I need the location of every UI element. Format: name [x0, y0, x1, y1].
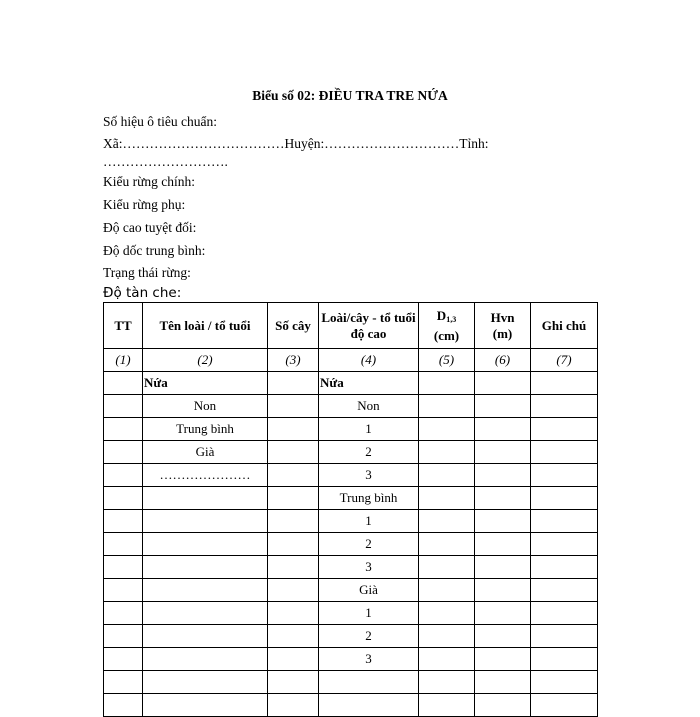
- table-cell: 2: [319, 625, 419, 648]
- table-cell: [531, 556, 598, 579]
- table-cell: [419, 694, 475, 717]
- table-cell: [104, 579, 143, 602]
- table-cell: [104, 556, 143, 579]
- index-cell: (6): [475, 349, 531, 372]
- table-cell: …………………: [143, 464, 268, 487]
- table-cell: [475, 556, 531, 579]
- table-cell: Già: [319, 579, 419, 602]
- table-cell: Trung bình: [143, 418, 268, 441]
- table-cell: Non: [143, 395, 268, 418]
- table-cell: [475, 602, 531, 625]
- table-cell: [475, 671, 531, 694]
- table-cell: [531, 648, 598, 671]
- table-row: [104, 671, 598, 694]
- table-cell: [104, 602, 143, 625]
- header-d13-unit: (cm): [433, 327, 460, 343]
- table-cell: [268, 418, 319, 441]
- table-row: [104, 579, 598, 602]
- table-cell: [143, 694, 268, 717]
- table-cell: [104, 625, 143, 648]
- index-cell: (7): [531, 349, 598, 372]
- table-cell: [419, 418, 475, 441]
- table-cell: 3: [319, 556, 419, 579]
- table-row: [104, 510, 598, 533]
- table-cell: [268, 510, 319, 533]
- table-cell: [531, 372, 598, 395]
- form-title: Biểu số 02: ĐIỀU TRA TRE NỨA: [252, 88, 448, 103]
- canopy-label: Độ tàn che:: [103, 285, 182, 301]
- table-row: [104, 625, 598, 648]
- table-cell: [319, 671, 419, 694]
- table-cell: [268, 671, 319, 694]
- table-cell: [475, 510, 531, 533]
- table-cell: [268, 441, 319, 464]
- table-cell: 3: [319, 464, 419, 487]
- table-cell: [531, 671, 598, 694]
- table-cell: 2: [319, 533, 419, 556]
- table-cell: [419, 395, 475, 418]
- table-cell: [143, 648, 268, 671]
- table-cell: [419, 441, 475, 464]
- index-cell: (4): [319, 349, 419, 372]
- table-cell: [419, 464, 475, 487]
- table-cell: 1: [319, 510, 419, 533]
- table-cell: [143, 533, 268, 556]
- table-cell: [268, 625, 319, 648]
- table-cell: [268, 395, 319, 418]
- table-cell: [475, 487, 531, 510]
- table-cell: [268, 487, 319, 510]
- table-cell: [143, 671, 268, 694]
- table-cell: [268, 464, 319, 487]
- table-cell: [531, 694, 598, 717]
- table-cell: [268, 648, 319, 671]
- table-cell: [268, 533, 319, 556]
- table-cell: [419, 372, 475, 395]
- table-cell: [143, 556, 268, 579]
- table-cell: 1: [319, 602, 419, 625]
- table-cell: [419, 671, 475, 694]
- altitude-label: Độ cao tuyệt đối:: [103, 220, 197, 235]
- table-row: [104, 648, 598, 671]
- table-cell: Nứa: [319, 372, 419, 395]
- table-row: [104, 487, 598, 510]
- table-cell: [419, 579, 475, 602]
- table-row: [104, 395, 598, 418]
- table-cell: [531, 395, 598, 418]
- header-species: Tên loài / tổ tuổi: [143, 303, 268, 349]
- table-cell: [475, 395, 531, 418]
- table-cell: [475, 579, 531, 602]
- main-forest-label: Kiểu rừng chính:: [103, 174, 196, 189]
- header-d13: [419, 303, 475, 349]
- table-cell: [104, 441, 143, 464]
- table-cell: [104, 395, 143, 418]
- table-cell: [419, 556, 475, 579]
- table-cell: [475, 441, 531, 464]
- table-cell: [531, 510, 598, 533]
- header-count: Số cây: [268, 303, 319, 349]
- table-cell: [104, 372, 143, 395]
- table-cell: [104, 694, 143, 717]
- table-cell: [475, 625, 531, 648]
- table-cell: [268, 372, 319, 395]
- table-cell: [531, 418, 598, 441]
- table-cell: [475, 464, 531, 487]
- table-cell: [475, 533, 531, 556]
- table-cell: [475, 694, 531, 717]
- header-age-class: Loài/cây - tổ tuổi độ cao: [319, 303, 419, 349]
- table-cell: [475, 648, 531, 671]
- table-cell: [104, 464, 143, 487]
- table-cell: [104, 533, 143, 556]
- table-cell: Trung bình: [319, 487, 419, 510]
- table-cell: [475, 372, 531, 395]
- table-cell: Già: [143, 441, 268, 464]
- slope-label: Độ dốc trung bình:: [103, 243, 206, 258]
- table-cell: [268, 579, 319, 602]
- plot-id-label: Số hiệu ô tiêu chuẩn:: [103, 114, 217, 129]
- table-cell: [104, 487, 143, 510]
- table-cell: [531, 441, 598, 464]
- header-hvn: [475, 303, 531, 349]
- table-cell: Nứa: [143, 372, 268, 395]
- table-row: [104, 441, 598, 464]
- table-cell: [419, 533, 475, 556]
- table-cell: [268, 602, 319, 625]
- table-cell: [419, 602, 475, 625]
- index-cell: (5): [419, 349, 475, 372]
- table-cell: [143, 510, 268, 533]
- table-cell: 2: [319, 441, 419, 464]
- header-hvn-unit: (m): [492, 325, 513, 341]
- table-cell: [104, 510, 143, 533]
- table-cell: [143, 602, 268, 625]
- table-cell: [143, 487, 268, 510]
- table-cell: [419, 648, 475, 671]
- table-cell: [419, 487, 475, 510]
- index-cell: (2): [143, 349, 268, 372]
- table-cell: Non: [319, 395, 419, 418]
- header-hvn-label: Hvn: [490, 309, 515, 325]
- table-cell: [531, 625, 598, 648]
- sub-forest-label: Kiểu rừng phụ:: [103, 197, 186, 212]
- table-cell: [143, 579, 268, 602]
- header-note: Ghi chú: [531, 303, 598, 349]
- header-d13-main: D: [436, 307, 447, 323]
- table-cell: [531, 533, 598, 556]
- table-cell: [531, 602, 598, 625]
- table-cell: [419, 510, 475, 533]
- table-cell: [531, 464, 598, 487]
- table-cell: [319, 694, 419, 717]
- table-cell: [419, 625, 475, 648]
- table-cell: [531, 487, 598, 510]
- table-cell: [268, 694, 319, 717]
- forest-state-label: Trạng thái rừng:: [103, 265, 191, 280]
- table-cell: [475, 418, 531, 441]
- index-cell: (3): [268, 349, 319, 372]
- table-row: [104, 372, 598, 395]
- table-cell: [104, 671, 143, 694]
- table-cell: [268, 556, 319, 579]
- table-cell: 3: [319, 648, 419, 671]
- table-row: [104, 418, 598, 441]
- location-line-continued: ……………………….: [103, 154, 228, 169]
- index-cell: (1): [104, 349, 143, 372]
- table-row: [104, 602, 598, 625]
- table-header-row: [104, 303, 598, 349]
- table-cell: [104, 418, 143, 441]
- table-row: [104, 464, 598, 487]
- location-line: Xã:………………………………Huyện:…………………………Tỉnh:: [103, 136, 489, 151]
- table-row: [104, 556, 598, 579]
- table-cell: [143, 625, 268, 648]
- header-d13-sub: 1,3: [446, 314, 457, 324]
- table-row: [104, 694, 598, 717]
- header-tt: TT: [104, 303, 143, 349]
- table-index-row: [104, 349, 598, 372]
- table-row: [104, 533, 598, 556]
- survey-table: [103, 302, 598, 717]
- table-cell: 1: [319, 418, 419, 441]
- table-cell: [531, 579, 598, 602]
- table-cell: [104, 648, 143, 671]
